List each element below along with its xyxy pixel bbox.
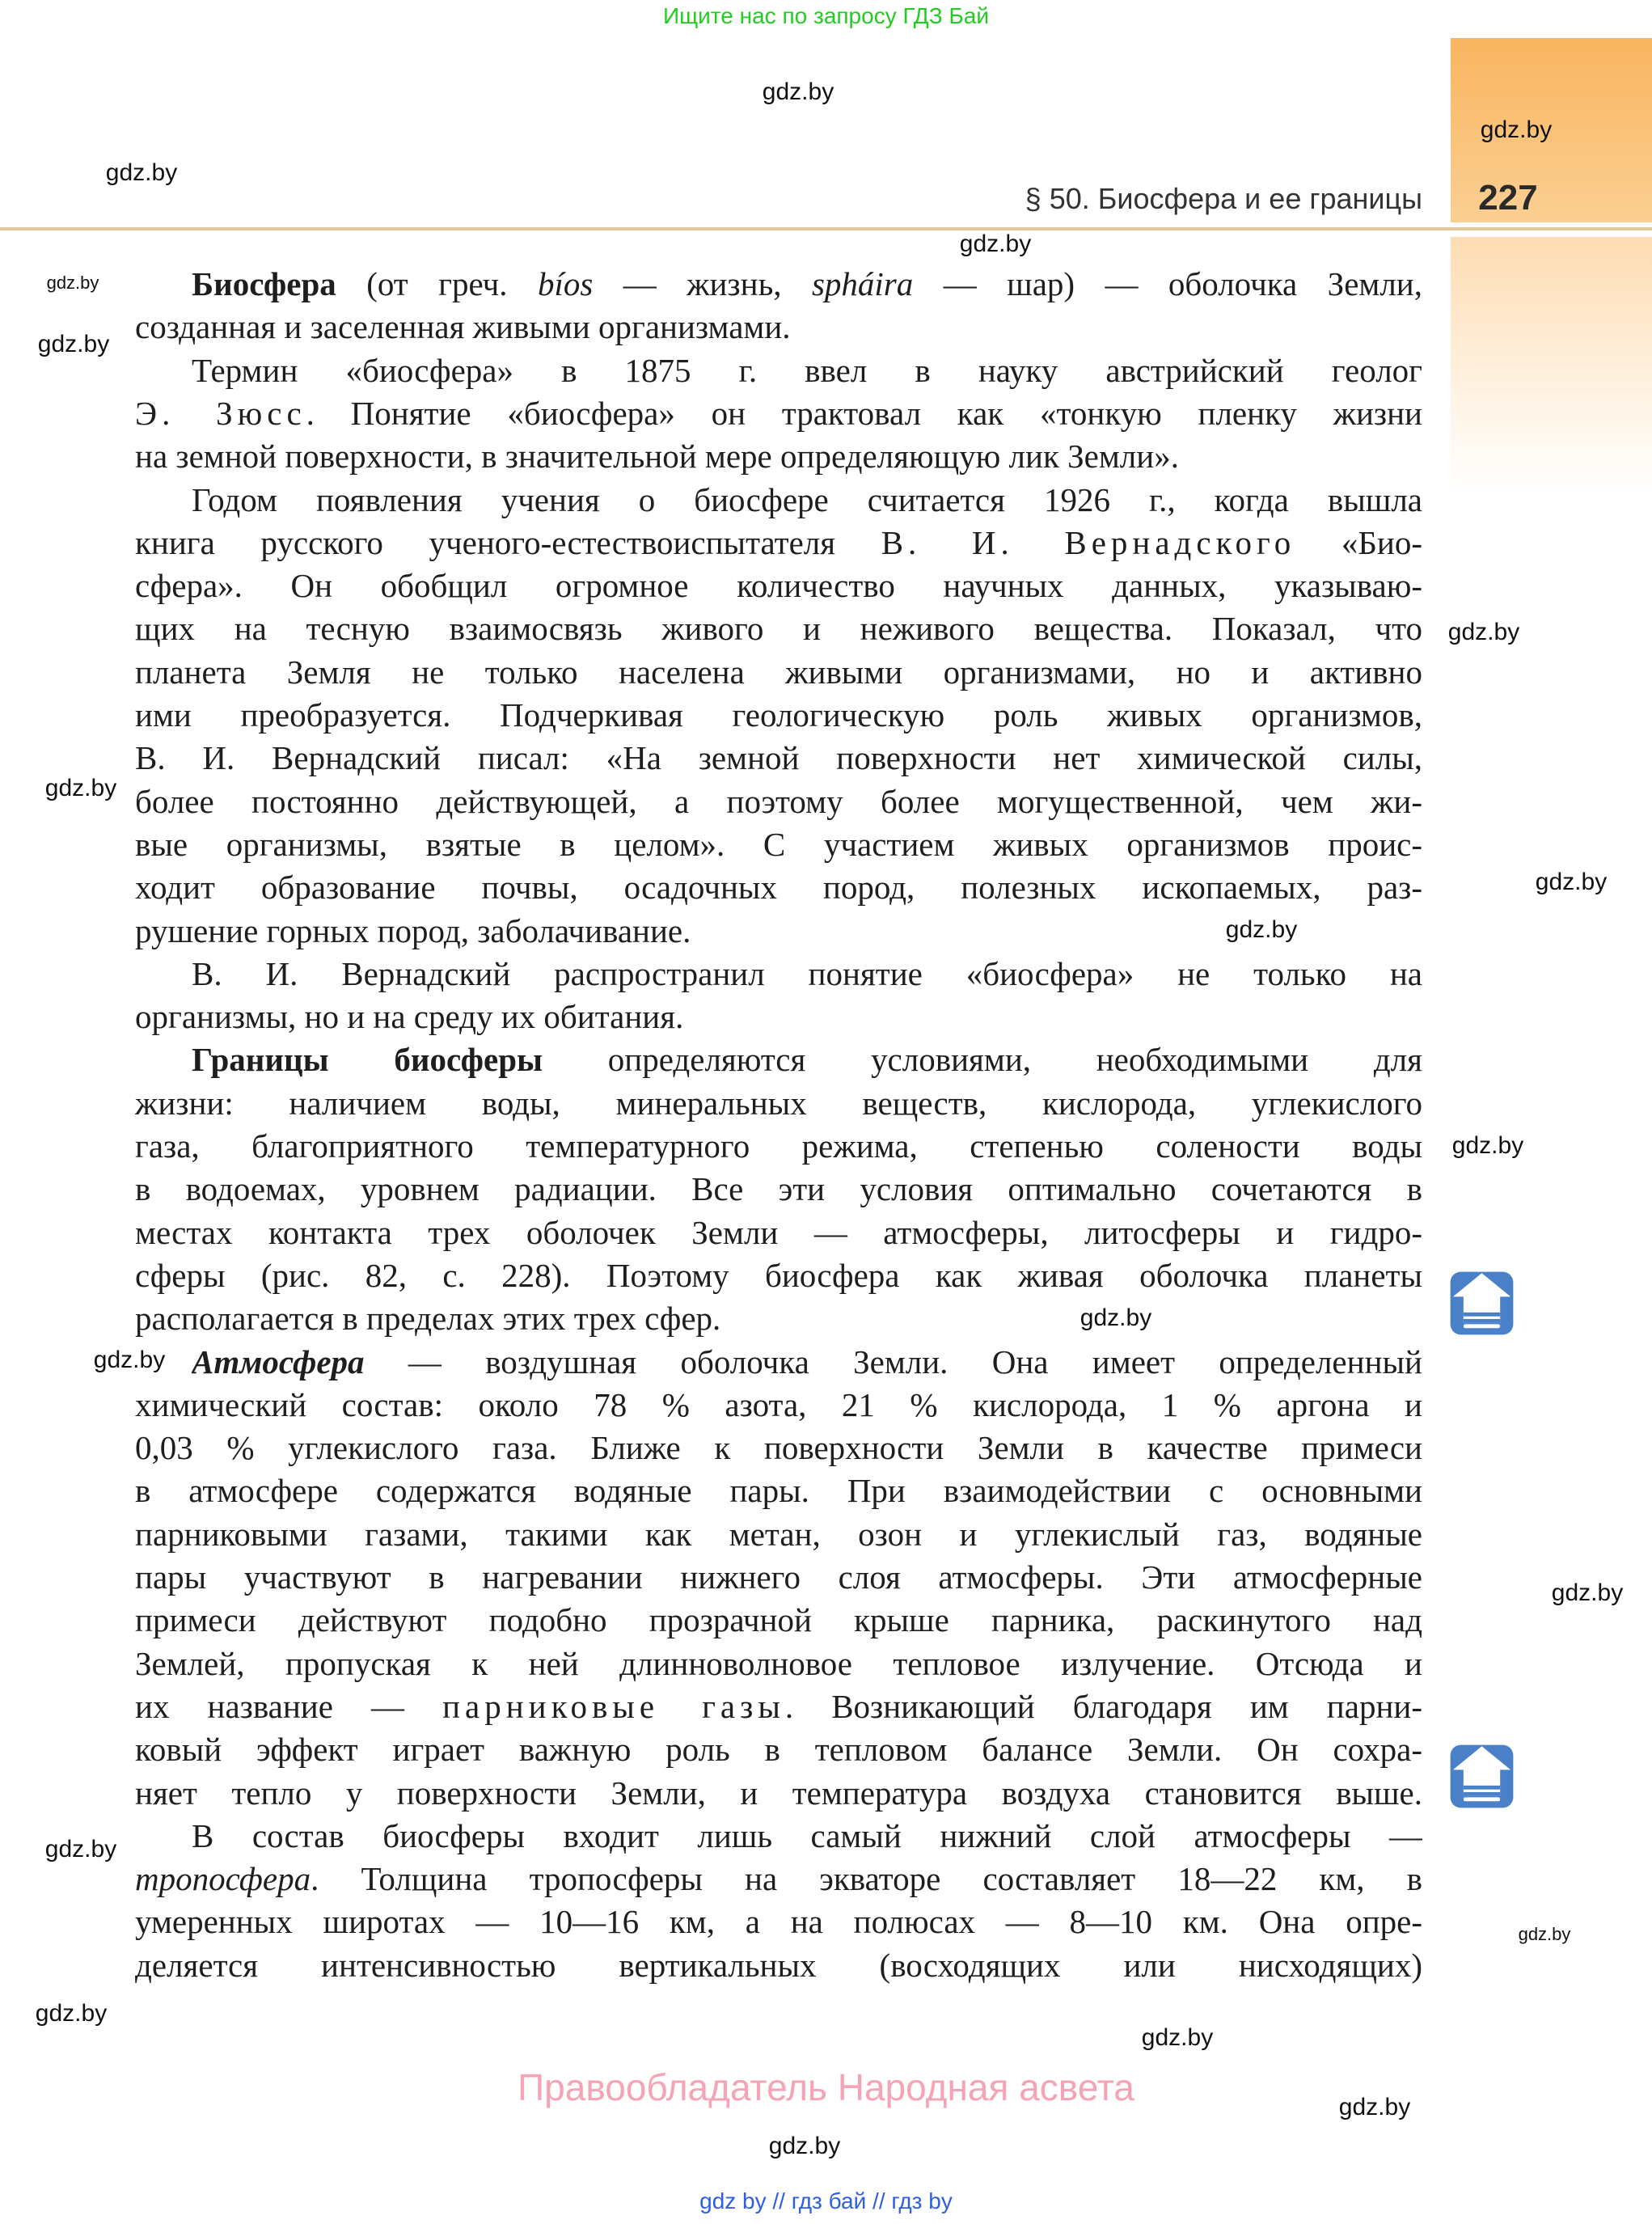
text-line bbox=[135, 1685, 1422, 1728]
watermark: gdz.by bbox=[959, 230, 1032, 257]
text-segment: — воздушная оболочка Земли. Она имеет определенный bbox=[364, 1342, 1422, 1380]
text-segment: ими преобразуется. Подчеркивая геологическую роль живых организмов, bbox=[135, 696, 1422, 734]
text-line bbox=[135, 1599, 1422, 1642]
text-segment: Термин «биосфера» в 1875 г. ввел в науку австрийский геолог bbox=[192, 351, 1422, 389]
text-segment: ходит образование почвы, осадочных пород, полезных ископаемых, раз- bbox=[135, 869, 1422, 907]
text-line bbox=[135, 823, 1422, 866]
text-line bbox=[135, 392, 1422, 435]
text-line bbox=[135, 1728, 1422, 1771]
text-segment: химический состав: около 78 % азота, 21 % кислорода, 1 % аргона и bbox=[135, 1385, 1422, 1423]
watermark: gdz.by bbox=[1535, 869, 1608, 895]
text-segment: умеренных широтах — 10—16 км, а на полюсах — 8—10 км. Она опре- bbox=[135, 1903, 1422, 1941]
watermark: gdz.by bbox=[762, 78, 834, 105]
text-line bbox=[135, 306, 1422, 349]
watermark: gdz.by bbox=[105, 159, 178, 186]
text-line bbox=[135, 694, 1422, 737]
watermark: gdz.by bbox=[1551, 1579, 1624, 1606]
text-line bbox=[135, 1556, 1422, 1599]
text-line bbox=[192, 263, 1422, 306]
text-segment: газа, благоприятного температурного режима, степенью солености воды bbox=[135, 1127, 1422, 1165]
text-line bbox=[135, 1643, 1422, 1685]
text-line bbox=[135, 1469, 1422, 1512]
text-line bbox=[135, 1254, 1422, 1297]
text-line bbox=[192, 1815, 1422, 1858]
text-segment: пары участвуют в нагревании нижнего слоя атмосферы. Эти атмосферные bbox=[135, 1558, 1422, 1596]
term-emphasis: bíos bbox=[537, 265, 594, 302]
text-segment: располагается в пределах этих трех сфер. bbox=[135, 1300, 721, 1338]
text-line bbox=[135, 522, 1422, 564]
text-line bbox=[135, 1944, 1422, 1987]
term-emphasis: spháira bbox=[811, 265, 914, 302]
text-segment: планета Земля не только населена живыми организмами, но и активно bbox=[135, 653, 1422, 691]
text-segment: более постоянно действующей, а поэтому более могущественной, чем жи- bbox=[135, 782, 1422, 820]
footer-links[interactable]: gdz by // гдз бай // гдз by bbox=[699, 2188, 953, 2213]
watermark: gdz.by bbox=[46, 273, 99, 293]
text-line bbox=[135, 996, 1422, 1038]
text-segment: парниковыми газами, такими как метан, озон и углекислый газ, водяные bbox=[135, 1515, 1422, 1553]
text-line bbox=[135, 780, 1422, 823]
watermark: gdz.by bbox=[93, 1347, 166, 1373]
home-up-arrow-icon[interactable] bbox=[1449, 1744, 1515, 1809]
text-line bbox=[135, 1384, 1422, 1427]
term-bold: Границы биосферы bbox=[192, 1041, 543, 1079]
text-segment: Землей, пропуская к ней длинноволновое тепловое излучение. Отсюда и bbox=[135, 1644, 1422, 1682]
text-line bbox=[135, 651, 1422, 694]
text-segment: (от греч. bbox=[336, 265, 538, 302]
text-segment: организмы, но и на среду их обитания. bbox=[135, 998, 684, 1036]
text-segment: В состав биосферы входит лишь самый нижний слой атмосферы — bbox=[192, 1816, 1422, 1854]
text-segment: местах контакта трех оболочек Земли — атмосферы, литосферы и гидро- bbox=[135, 1213, 1422, 1251]
text-segment: В. И. Вернадский распространил понятие «биосфера» не только на bbox=[192, 954, 1422, 992]
page-tab-gradient bbox=[1451, 237, 1652, 496]
text-segment: «Био- bbox=[1295, 523, 1422, 561]
text-line bbox=[192, 953, 1422, 996]
text-segment: их название — bbox=[135, 1687, 443, 1725]
text-line bbox=[135, 1513, 1422, 1556]
watermark: gdz.by bbox=[1447, 619, 1520, 645]
watermark: gdz.by bbox=[1451, 1132, 1524, 1159]
text-segment: ковый эффект играет важную роль в тепловом балансе Земли. Он сохра- bbox=[135, 1731, 1422, 1769]
text-line bbox=[135, 1211, 1422, 1254]
home-up-arrow-icon[interactable] bbox=[1449, 1271, 1515, 1336]
watermark: gdz.by bbox=[44, 1836, 117, 1862]
watermark: gdz.by bbox=[1141, 2024, 1214, 2051]
text-segment: — шар) — оболочка Земли, bbox=[913, 265, 1422, 302]
text-segment: щих на тесную взаимосвязь живого и неживого вещества. Показал, что bbox=[135, 610, 1422, 648]
text-line bbox=[192, 479, 1422, 522]
term-bold: Биосфера bbox=[192, 265, 336, 302]
text-segment: деляется интенсивностью вертикальных (восходящих или нисходящих) bbox=[135, 1946, 1422, 1984]
term-emphasis: парниковые газы bbox=[442, 1687, 785, 1725]
watermark: gdz.by bbox=[1225, 916, 1298, 943]
term-emphasis: тропосфера bbox=[135, 1860, 311, 1898]
text-line bbox=[135, 1901, 1422, 1943]
page-number: 227 bbox=[1478, 178, 1538, 218]
text-line bbox=[135, 607, 1422, 650]
text-segment: сфера». Он обобщил огромное количество научных данных, указываю- bbox=[135, 567, 1422, 605]
text-segment: на земной поверхности, в значительной мере определяющую лик Земли». bbox=[135, 438, 1179, 476]
watermark: gdz.by bbox=[44, 775, 117, 801]
text-segment: — жизнь, bbox=[593, 265, 812, 302]
text-segment: жизни: наличием воды, минеральных веществ, кислорода, углекислого bbox=[135, 1084, 1422, 1122]
text-segment: . Толщина тропосферы на экваторе составляет 18—22 км, в bbox=[311, 1860, 1422, 1898]
watermark: gdz.by bbox=[768, 2133, 841, 2159]
text-line bbox=[135, 564, 1422, 607]
text-segment: сферы (рис. 82, с. 228). Поэтому биосфера как живая оболочка планеты bbox=[135, 1256, 1422, 1294]
text-segment: созданная и заселенная живыми организмами. bbox=[135, 308, 791, 346]
text-segment: Годом появления учения о биосфере считается 1926 г., когда вышла bbox=[192, 480, 1422, 518]
promo-banner[interactable]: Ищите нас по запросу ГДЗ Бай bbox=[662, 3, 990, 28]
text-segment: 0,03 % углекислого газа. Ближе к поверхности Земли в качестве примеси bbox=[135, 1429, 1422, 1467]
term-emphasis: Э. Зюсс bbox=[135, 394, 306, 432]
text-line bbox=[135, 1125, 1422, 1168]
header-divider bbox=[0, 227, 1652, 230]
text-line bbox=[135, 1427, 1422, 1469]
term-bold: Атмосфера bbox=[192, 1342, 365, 1380]
watermark: gdz.by bbox=[1518, 1924, 1571, 1944]
text-line bbox=[192, 349, 1422, 392]
text-line bbox=[135, 1297, 1422, 1340]
text-segment: няет тепло у поверхности Земли, и температура воздуха становится выше. bbox=[135, 1774, 1422, 1812]
section-title: § 50. Биосфера и ее границы bbox=[1025, 182, 1422, 215]
text-line bbox=[192, 1341, 1422, 1384]
text-segment: книга русского ученого-естествоиспытателя bbox=[135, 523, 881, 561]
watermark: gdz.by bbox=[1338, 2094, 1411, 2120]
text-line bbox=[135, 1858, 1422, 1901]
text-segment: в водоемах, уровнем радиации. Все эти условия оптимально сочетаются в bbox=[135, 1170, 1422, 1208]
text-line bbox=[135, 1772, 1422, 1815]
text-segment: примеси действуют подобно прозрачной крыше парника, раскинутого над bbox=[135, 1601, 1422, 1639]
text-line bbox=[135, 435, 1422, 478]
text-segment: . Возникающий благодаря им парни- bbox=[784, 1687, 1422, 1725]
text-segment: . Понятие «биосфера» он трактовал как «тонкую пленку жизни bbox=[306, 394, 1422, 432]
watermark: gdz.by bbox=[37, 331, 110, 357]
text-segment: вые организмы, взятые в целом». С участием живых организмов проис- bbox=[135, 825, 1422, 863]
text-line bbox=[135, 737, 1422, 780]
text-segment: определяются условиями, необходимыми для bbox=[543, 1041, 1422, 1079]
watermark: gdz.by bbox=[1480, 116, 1553, 143]
text-line bbox=[135, 1168, 1422, 1211]
copyright-owner: Правообладатель Народная асвета bbox=[518, 2066, 1134, 2108]
watermark: gdz.by bbox=[1080, 1304, 1152, 1331]
term-emphasis: В. И. Вернадского bbox=[881, 523, 1296, 561]
text-line bbox=[192, 1038, 1422, 1081]
text-line bbox=[135, 1082, 1422, 1125]
text-segment: В. И. Вернадский писал: «На земной поверхности нет химической силы, bbox=[135, 739, 1422, 777]
text-segment: рушение горных пород, заболачивание. bbox=[135, 911, 691, 949]
text-line bbox=[135, 866, 1422, 909]
text-segment: в атмосфере содержатся водяные пары. При взаимодействии с основными bbox=[135, 1472, 1422, 1510]
watermark: gdz.by bbox=[35, 2000, 108, 2027]
